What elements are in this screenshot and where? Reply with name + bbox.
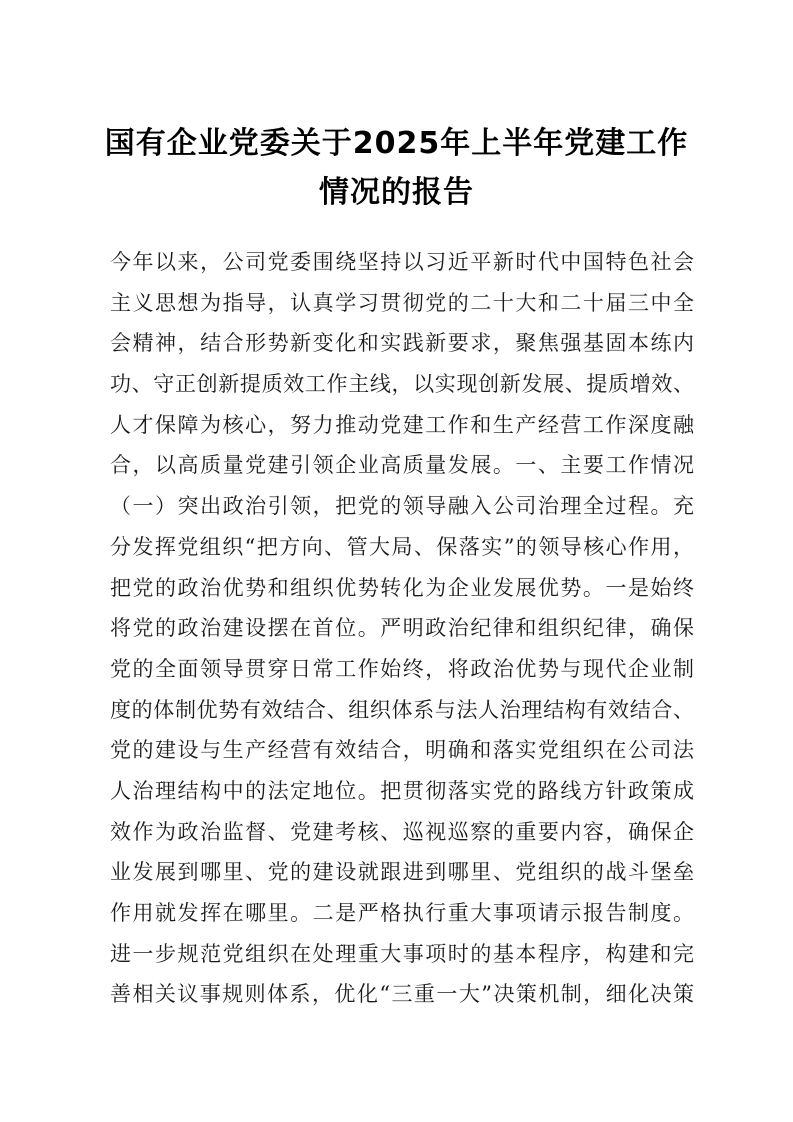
body-line: 进一步规范党组织在处理重大事项时的基本程序，构建和完 [110, 941, 694, 966]
document-title-line-1: 国有企业党委关于2025年上半年党建工作 [104, 126, 689, 161]
body-line: 将党的政治建设摆在首位。严明政治纪律和组织纪律，确保 [110, 616, 694, 641]
document-body [110, 242, 694, 1015]
body-line: 党的全面领导贯穿日常工作始终，将政治优势与现代企业制 [110, 656, 694, 681]
body-line: 人才保障为核心，努力推动党建工作和生产经营工作深度融 [110, 412, 694, 437]
body-line: 合，以高质量党建引领企业高质量发展。一、主要工作情况 [110, 453, 694, 478]
body-line: 度的体制优势有效结合、组织体系与法人治理结构有效结合、 [110, 697, 694, 722]
body-line: （一）突出政治引领，把党的领导融入公司治理全过程。充 [110, 494, 694, 519]
body-line: 今年以来，公司党委围绕坚持以习近平新时代中国特色社会 [110, 250, 694, 274]
body-line: 效作为政治监督、党建考核、巡视巡察的重要内容，确保企 [110, 819, 694, 844]
body-line: 党的建设与生产经营有效结合，明确和落实党组织在公司法 [110, 738, 694, 763]
body-line: 业发展到哪里、党的建设就跟进到哪里、党组织的战斗堡垒 [110, 860, 694, 885]
body-line: 把党的政治优势和组织优势转化为企业发展优势。一是始终 [110, 575, 694, 600]
body-line: 作用就发挥在哪里。二是严格执行重大事项请示报告制度。 [110, 901, 694, 925]
document-title-line-2: 情况的报告 [319, 175, 474, 210]
body-line: 人治理结构中的法定地位。把贯彻落实党的路线方针政策成 [110, 778, 694, 803]
body-line: 分发挥党组织“把方向、管大局、保落实”的领导核心作用， [110, 534, 694, 559]
body-line: 会精神，结合形势新变化和实践新要求，聚焦强基固本练内 [110, 331, 694, 356]
body-line: 主义思想为指导，认真学习贯彻党的二十大和二十届三中全 [110, 290, 694, 315]
body-line: 善相关议事规则体系，优化“三重一大”决策机制，细化决策 [110, 982, 694, 1007]
body-line: 功、守正创新提质效工作主线，以实现创新发展、提质增效、 [110, 372, 694, 397]
